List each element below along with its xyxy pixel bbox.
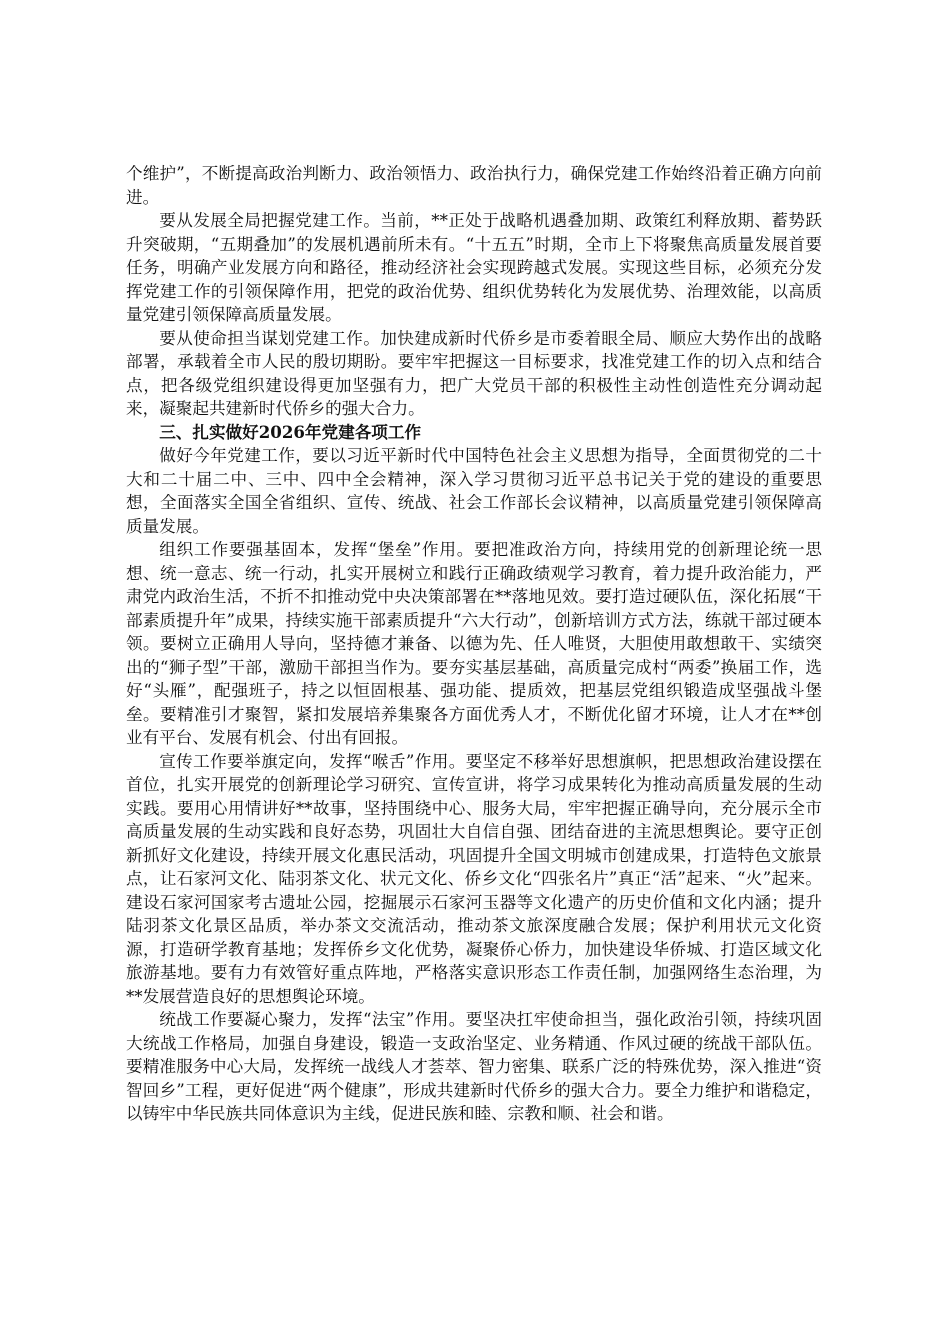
paragraph-mission: 要从使命担当谋划党建工作。加快建成新时代侨乡是市委着眼全局、顺应大势作出的战略部署，承载着全市人民的殷切期盼。要牢牢把握这一目标要求，找准党建工作的切入点和结合点，把各级党组织建设得更加坚强有力，把广大党员干部的积极性主动性创造性充分调动起来，凝聚起共建新时代侨乡的强大合力。 — [126, 328, 822, 418]
paragraph-publicity-work: 宣传工作要举旗定向，发挥“喉舌”作用。要坚定不移举好思想旗帜，把思想政治建设摆在首位，扎实开展党的创新理论学习研究、宣传宣讲，将学习成果转化为推动高质量发展的生动实践。要用心用情讲好**故事，坚持围绕中心、服务大局，牢牢把握正确导向，充分展示全市高质量发展的生动实践和良好态势，巩固壮大自信自强、团结奋进的主流思想舆论。要守正创新抓好文化建设，持续开展文化惠民活动，巩固提升全国文明城市创建成果，打造特色文旅景点，让石家河文化、陆羽茶文化、状元文化、侨乡文化“四张名片”真正“活”起来、“火”起来。建设石家河国家考古遗址公园，挖掘展示石家河玉器等文化遗产的历史价值和文化内涵；提升陆羽茶文化景区品质，举办茶文交流活动，推动茶文旅深度融合发展；保护利用状元文化资源，打造研学教育基地；发挥侨乡文化优势，凝聚侨心侨力，加快建设华侨城、打造区域文化旅游基地。要有力有效管好重点阵地，严格落实意识形态工作责任制，加强网络生态治理，为**发展营造良好的思想舆论环境。 — [126, 751, 822, 1006]
paragraph-organization-work: 组织工作要强基固本，发挥“堡垒”作用。要把准政治方向，持续用党的创新理论统一思想、统一意志、统一行动，扎实开展树立和践行正确政绩观学习教育，着力提升政治能力，严肃党内政治生活，不折不扣推动党中央决策部署在**落地见效。要打造过硬队伍，深化拓展“干部素质提升年”成果，持续实施干部素质提升“六大行动”，创新培训方式方法，练就干部过硬本领。要树立正确用人导向，坚持德才兼备、以德为先、任人唯贤，大胆使用敢想敢干、实绩突出的“狮子型”干部，激励干部担当作为。要夯实基层基础，高质量完成村“两委”换届工作，选好“头雁”，配强班子，持之以恒固根基、强功能、提质效，把基层党组织锻造成坚强战斗堡垒。要精准引才聚智，紧扣发展培养集聚各方面优秀人才，不断优化留才环境，让人才在**创业有平台、发展有机会、付出有回报。 — [126, 540, 822, 747]
paragraph-development-overall: 要从发展全局把握党建工作。当前，**正处于战略机遇叠加期、政策红利释放期、蓄势跃升突破期，“五期叠加”的发展机遇前所未有。“十五五”时期，全市上下将聚焦高质量发展首要任务，明确产业发展方向和路径，推动经济社会实现跨越式发展。实现这些目标，必须充分发挥党建工作的引领保障作用，把党的政治优势、组织优势转化为发展优势、治理效能，以高质量党建引领保障高质量发展。 — [126, 211, 822, 324]
paragraph-united-front-work: 统战工作要凝心聚力，发挥“法宝”作用。要坚决扛牢使命担当，强化政治引领，持续巩固大统战工作格局，加强自身建设，锻造一支政治坚定、业务精通、作风过硬的统战干部队伍。要精准服务中心大局，发挥统一战线人才荟萃、智力密集、联系广泛的特殊优势，深入推进“资智回乡”工程，更好促进“两个健康”，形成共建新时代侨乡的强大合力。要全力维护和谐稳定，以铸牢中华民族共同体意识为主线，促进民族和睦、宗教和顺、社会和谐。 — [126, 1010, 822, 1123]
section-heading: 三、扎实做好2026年党建各项工作 — [159, 421, 422, 442]
paragraph-guiding-thought: 做好今年党建工作，要以习近平新时代中国特色社会主义思想为指导，全面贯彻党的二十大和二十届二中、三中、四中全会精神，深入学习贯彻习近平总书记关于党的建设的重要思想，全面落实全国全省组织、宣传、统战、社会工作部长会议精神，以高质量党建引领保障高质量发展。 — [126, 446, 822, 536]
paragraph-continuation: 个维护”，不断提高政治判断力、政治领悟力、政治执行力，确保党建工作始终沿着正确方向前进。 — [126, 164, 822, 207]
document-body — [126, 162, 822, 1126]
